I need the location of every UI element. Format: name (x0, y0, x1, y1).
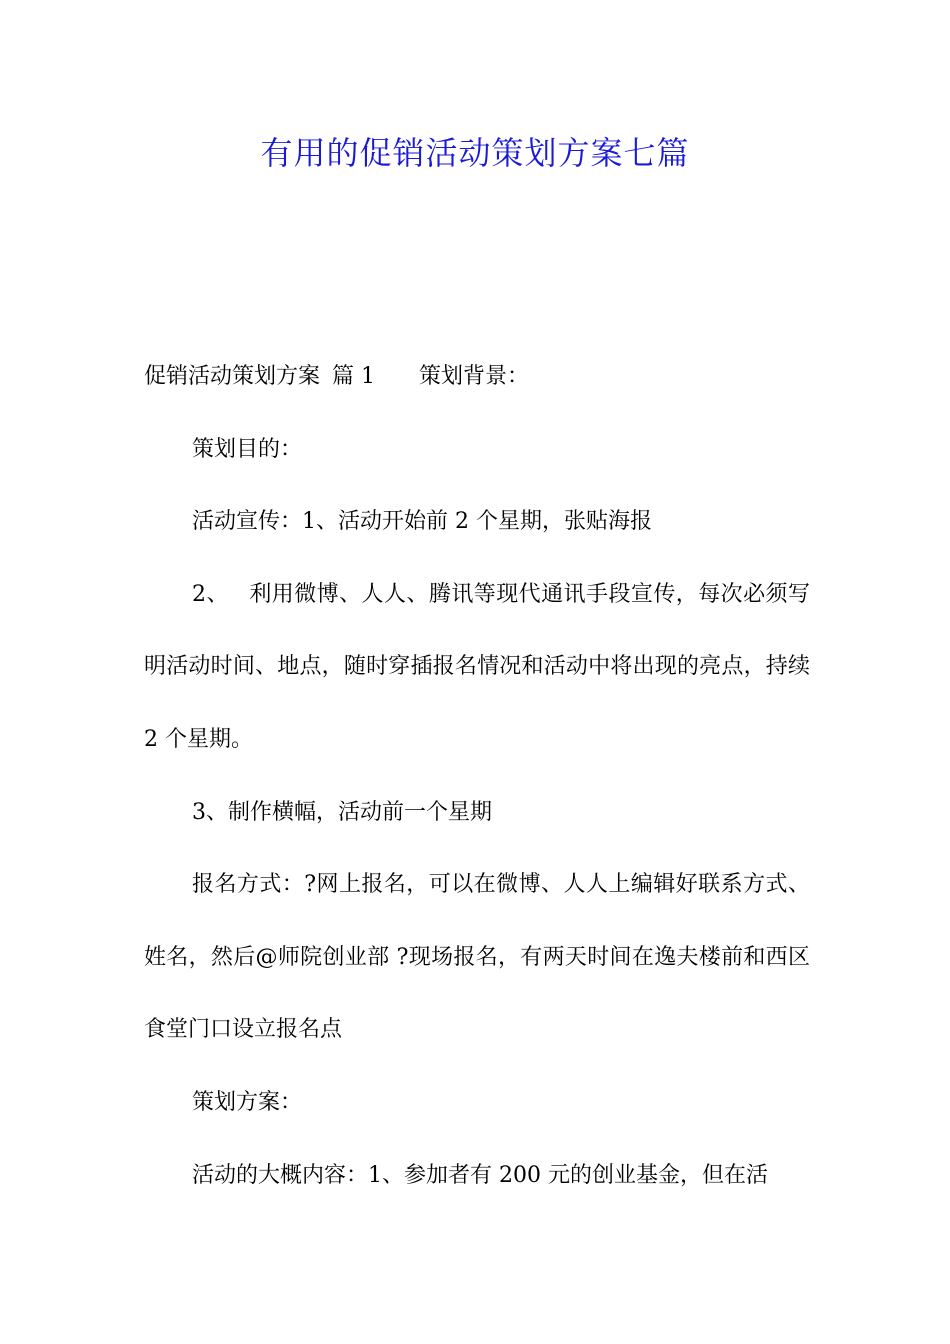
paragraph-content: 活动的大概内容：1、参加者有 200 元的创业基金，但在活 (192, 1162, 768, 1188)
document-title: 有用的促销活动策划方案七篇 (260, 134, 690, 172)
first-line (144, 341, 810, 414)
plan-heading: 促销活动策划方案 (144, 364, 321, 389)
item-text: 利用微博、人人、腾讯等现代通讯手段宣传，每次必须写明活动时间、地点，随时穿插报名情况和活动中将出现的亮点，持续 2 个星期。 (144, 581, 810, 752)
paragraph-promotion-item-2 (144, 559, 810, 777)
paragraph-plan: 策划方案： (192, 1089, 303, 1115)
paragraph-purpose: 策划目的： (192, 436, 303, 462)
part-label: 篇 1 (332, 364, 376, 389)
item-number: 2、 (192, 581, 229, 607)
background-label: 策划背景： (419, 364, 530, 389)
document-body (144, 341, 810, 1212)
paragraph-banner: 3、制作横幅，活动前一个星期 (192, 799, 492, 825)
paragraph-registration: 报名方式：?网上报名，可以在微博、人人上编辑好联系方式、姓名，然后@师院创业部 ?现场报名，有两天时间在逸夫楼前和西区食堂门口设立报名点 (144, 872, 810, 1043)
paragraph-promotion: 活动宣传：1、活动开始前 2 个星期，张贴海报 (192, 509, 652, 535)
